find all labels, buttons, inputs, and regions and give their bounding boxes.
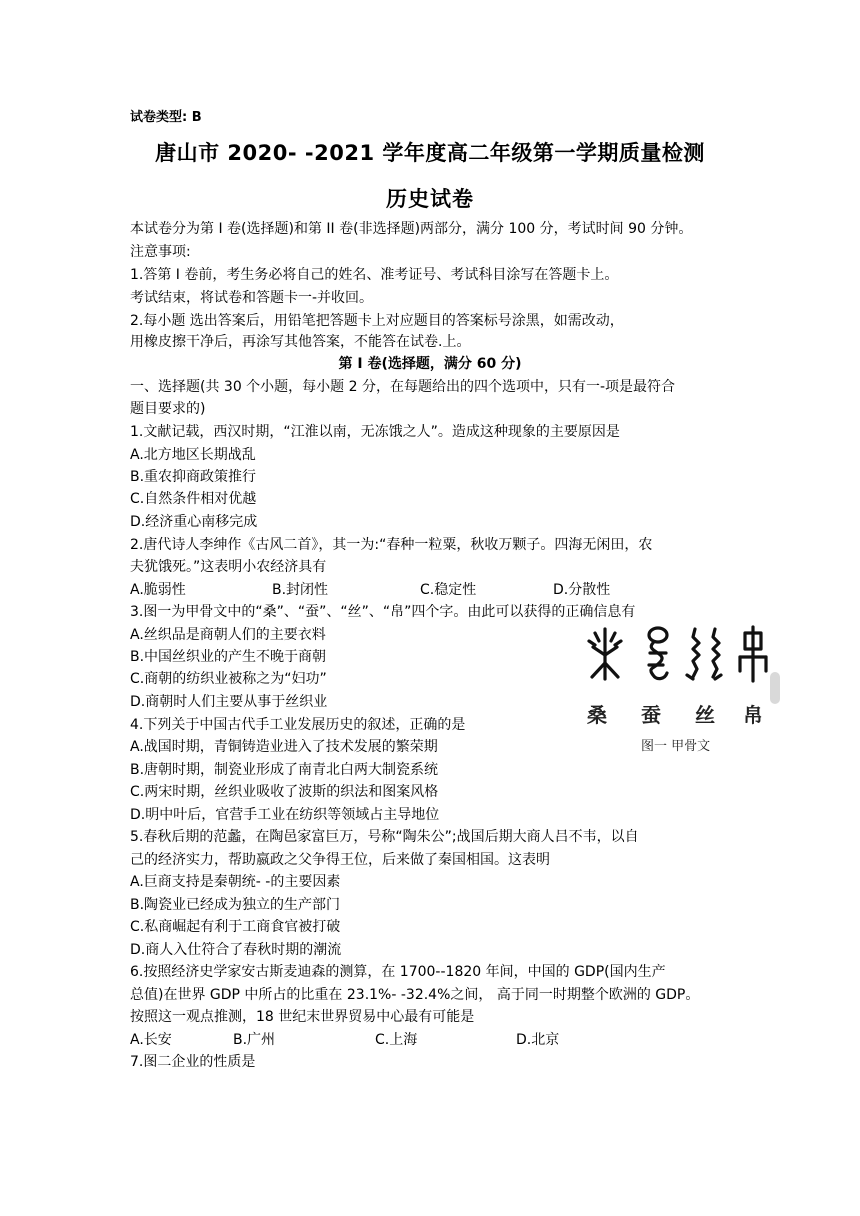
- question-1-option-d: D.经济重心南移完成: [130, 514, 258, 530]
- oracle-bone-labels: [575, 699, 775, 729]
- question-5-option-c: C.私商崛起有利于工商食官被打破: [130, 919, 341, 935]
- question-7-stem: 7.图二企业的性质是: [130, 1054, 256, 1070]
- question-3-option-a: A.丝织品是商朝人们的主要衣料: [130, 627, 326, 643]
- question-6-stem: 6.按照经济史学家安古斯麦迪森的测算，在 1700--1820 年间，中国的 GDP(国内生产: [130, 964, 666, 980]
- question-3-option-c: C.商朝的纺织业被称之为“妇功”: [130, 671, 327, 687]
- question-2-option-b: B.封闭性: [272, 582, 329, 598]
- notice-heading: 注意事项:: [130, 244, 191, 260]
- question-4-stem: 4.下列关于中国古代手工业发展历史的叙述，正确的是: [130, 717, 466, 733]
- exam-title: 唐山市 2020- -2021 学年度高二年级第一学期质量检测: [155, 141, 705, 165]
- section-instructions: 一、选择题(共 30 个小题，每小题 2 分，在每题给出的四个选项中，只有一-项是最符合: [130, 379, 676, 395]
- oracle-bone-glyphs: [575, 619, 775, 689]
- question-5-option-d: D.商人入仕符合了春秋时期的潮流: [130, 942, 342, 958]
- label-mulberry: 桑: [587, 703, 607, 727]
- question-3-option-b: B.中国丝织业的产生不晚于商朝: [130, 649, 327, 665]
- question-6-stem-cont: 总值)在世界 GDP 中所占的比重在 23.1%- -32.4%之间， 高于同一时期整个欧洲的 GDP。: [130, 987, 700, 1003]
- mulberry-glyph: [589, 629, 621, 679]
- oracle-bone-figure: [575, 619, 775, 759]
- question-5-stem: 5.春秋后期的范蠡，在陶邑家富巨万，号称“陶朱公”;战国后期大商人吕不韦，以自: [130, 829, 639, 845]
- question-6-option-d: D.北京: [516, 1032, 560, 1048]
- silkworm-glyph: [649, 628, 667, 679]
- question-1-option-c: C.自然条件相对优越: [130, 491, 257, 507]
- notice-item-1-cont: 考试结束，将试卷和答题卡一-并收回。: [130, 290, 374, 306]
- question-1-option-b: B.重农抑商政策推行: [130, 469, 257, 485]
- question-3-stem: 3.图一为甲骨文中的“桑”、“蚕”、“丝”、“帛”四个字。由此可以获得的正确信息有: [130, 604, 636, 620]
- fabric-glyph: [740, 627, 766, 681]
- question-2-option-d: D.分散性: [553, 582, 611, 598]
- silk-glyph: [687, 629, 721, 679]
- question-5-option-a: A.巨商支持是秦朝统- -的主要因素: [130, 874, 341, 890]
- scan-edge-mark: [770, 672, 780, 704]
- figure-caption: 图一 甲骨文: [641, 739, 711, 754]
- question-2-stem-cont: 夫犹饿死。”这表明小农经济具有: [130, 559, 327, 575]
- question-6-option-c: C.上海: [375, 1032, 418, 1048]
- question-3-option-d: D.商朝时人们主要从事于丝织业: [130, 694, 328, 710]
- section-instructions-cont: 题目要求的): [130, 401, 206, 417]
- question-2-option-a: A.脆弱性: [130, 582, 186, 598]
- question-2-stem: 2.唐代诗人李绅作《古风二首》，其一为:“春种一粒粟，秋收万颗子。四海无闲田，农: [130, 537, 653, 553]
- paper-type: 试卷类型: B: [130, 110, 202, 125]
- subject-title: 历史试卷: [386, 187, 474, 211]
- question-4-option-c: C.两宋时期，丝织业吸收了波斯的织法和图案风格: [130, 784, 439, 800]
- intro-line: 本试卷分为第 I 卷(选择题)和第 II 卷(非选择题)两部分，满分 100 分，考试时间 90 分钟。: [130, 221, 693, 237]
- question-1-stem: 1.文献记载，西汉时期，“江淮以南，无冻饿之人”。造成这种现象的主要原因是: [130, 424, 620, 440]
- question-4-option-d: D.明中叶后，官营手工业在纺织等领域占主导地位: [130, 807, 440, 823]
- notice-item-2-cont: 用橡皮擦干净后，再涂写其他答案，不能答在试卷.上。: [130, 334, 471, 350]
- question-2-option-c: C.稳定性: [420, 582, 477, 598]
- question-4-option-b: B.唐朝时期，制瓷业形成了南青北白两大制瓷系统: [130, 762, 439, 778]
- notice-item-2: 2.每小题 选出答案后，用铅笔把答题卡上对应题目的答案标号涂黑，如需改动，: [130, 313, 624, 329]
- label-fabric: 帛: [743, 703, 763, 727]
- question-4-option-a: A.战国时期，青铜铸造业进入了技术发展的繁荣期: [130, 739, 438, 755]
- notice-item-1: 1.答第 I 卷前，考生务必将自己的姓名、准考证号、考试科目涂写在答题卡上。: [130, 267, 619, 283]
- question-6-option-b: B.广州: [233, 1032, 276, 1048]
- question-5-stem-cont: 己的经济实力，帮助嬴政之父争得王位，后来做了秦国相国。这表明: [130, 852, 550, 868]
- section-title: 第 I 卷(选择题，满分 60 分): [338, 356, 522, 372]
- label-silk: 丝: [695, 703, 715, 727]
- question-1-option-a: A.北方地区长期战乱: [130, 447, 256, 463]
- question-6-option-a: A.长安: [130, 1032, 172, 1048]
- question-5-option-b: B.陶瓷业已经成为独立的生产部门: [130, 897, 341, 913]
- question-6-stem-cont2: 按照这一观点推测，18 世纪末世界贸易中心最有可能是: [130, 1009, 475, 1025]
- label-silkworm: 蚕: [641, 703, 661, 727]
